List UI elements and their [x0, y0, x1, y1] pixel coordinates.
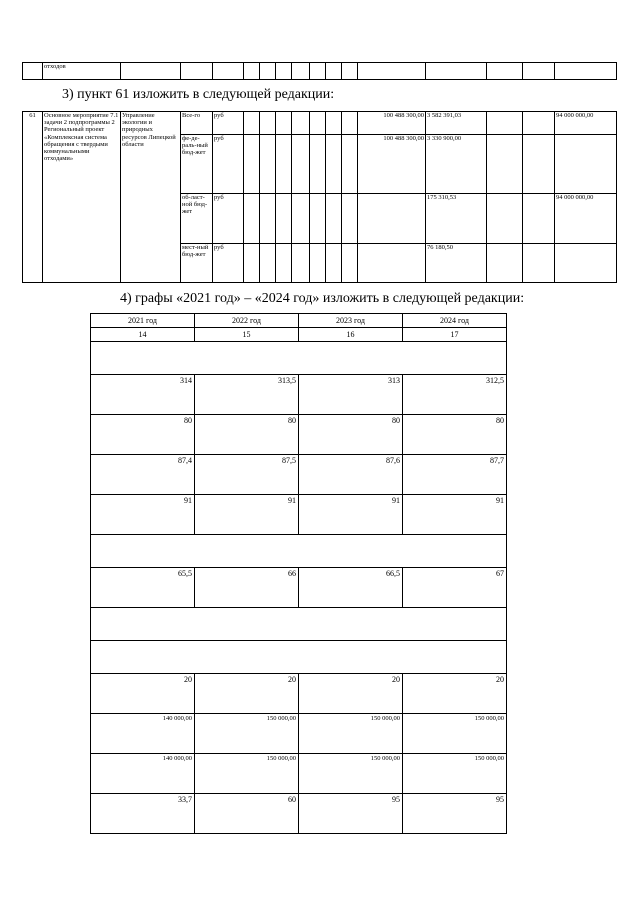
table-row [91, 754, 507, 794]
year-header: 2021 год [91, 314, 195, 328]
table-cell: 66,5 [299, 568, 403, 608]
table-cell: 91 [403, 495, 507, 535]
value-cell: 175 310,53 [426, 194, 487, 244]
table-cell: 87,5 [195, 455, 299, 495]
previous-table-fragment [22, 62, 617, 80]
table-cell: 80 [195, 415, 299, 455]
item-number: 61 [23, 112, 43, 283]
table-cell: 150 000,00 [299, 714, 403, 754]
unit: руб [213, 244, 244, 283]
section-heading-4: 4) графы «2021 год» – «2024 год» изложить в следующей редакции: [120, 291, 525, 306]
table-row [91, 415, 507, 455]
value-cell: 94 000 000,00 [555, 194, 617, 244]
table-row [91, 375, 507, 415]
unit: руб [213, 194, 244, 244]
column-number: 17 [403, 328, 507, 342]
empty-row [91, 342, 507, 375]
funding-source: фе-де-раль-ный бюд-жет [181, 135, 213, 194]
table-cell: 150 000,00 [299, 754, 403, 794]
column-number: 14 [91, 328, 195, 342]
year-header: 2023 год [299, 314, 403, 328]
table-cell: 65,5 [91, 568, 195, 608]
value-cell: 3 330 900,00 [426, 135, 487, 194]
table-cell: 91 [91, 495, 195, 535]
table-cell: 150 000,00 [403, 754, 507, 794]
table-cell: 80 [299, 415, 403, 455]
table-cell: 95 [299, 794, 403, 834]
value-cell [555, 244, 617, 283]
year-header: 2024 год [403, 314, 507, 328]
item-name: Основное мероприятие 7.1 задачи 2 подпрограммы 2 Региональный проект «Комплексная система обращения с твердыми коммунальными отходами» [43, 112, 121, 283]
table-cell: 80 [91, 415, 195, 455]
table-cell: 87,4 [91, 455, 195, 495]
table-row [91, 794, 507, 834]
year-header-row [91, 314, 507, 328]
table-row [91, 495, 507, 535]
table-cell: 87,6 [299, 455, 403, 495]
table-cell: 20 [299, 674, 403, 714]
table-cell: 313 [299, 375, 403, 415]
value-cell [555, 135, 617, 194]
value-cell: 3 582 391,03 [426, 112, 487, 135]
column-number: 16 [299, 328, 403, 342]
unit: руб [213, 135, 244, 194]
section-heading-3: 3) пункт 61 изложить в следующей редакции: [62, 87, 335, 102]
table-cell: 20 [195, 674, 299, 714]
table-cell: 140 000,00 [91, 754, 195, 794]
funding-source: мест-ный бюд-жет [181, 244, 213, 283]
table-cell: 313,5 [195, 375, 299, 415]
table-cell: 66 [195, 568, 299, 608]
table-cell: 60 [195, 794, 299, 834]
table-row [91, 674, 507, 714]
table-cell: 140 000,00 [91, 714, 195, 754]
table-cell: 91 [195, 495, 299, 535]
table-cell: 33,7 [91, 794, 195, 834]
funding-source: об-ласт-ной бюд-жет [181, 194, 213, 244]
value-cell [358, 194, 426, 244]
item-executor: Управление экологии и природных ресурсов Липецкой области [121, 112, 181, 283]
year-header: 2022 год [195, 314, 299, 328]
item-61-table [22, 111, 617, 283]
table-cell: 312,5 [403, 375, 507, 415]
table-cell: 80 [403, 415, 507, 455]
table-row [91, 714, 507, 754]
table-cell: 91 [299, 495, 403, 535]
table-cell: 95 [403, 794, 507, 834]
column-number: 15 [195, 328, 299, 342]
table-cell: 87,7 [403, 455, 507, 495]
table-cell: отходов [43, 63, 121, 80]
table-row [91, 455, 507, 495]
value-cell [358, 244, 426, 283]
empty-row [91, 535, 507, 568]
column-number-row [91, 328, 507, 342]
empty-row [91, 608, 507, 641]
table-row [91, 568, 507, 608]
years-table [90, 313, 507, 834]
table-cell: 67 [403, 568, 507, 608]
value-cell: 94 000 000,00 [555, 112, 617, 135]
unit: руб [213, 112, 244, 135]
empty-row [91, 641, 507, 674]
table-row [23, 112, 617, 135]
table-row [23, 63, 617, 80]
table-cell: 314 [91, 375, 195, 415]
value-cell: 76 180,50 [426, 244, 487, 283]
table-cell: 150 000,00 [403, 714, 507, 754]
value-cell: 100 488 300,00 [358, 135, 426, 194]
table-cell: 150 000,00 [195, 754, 299, 794]
value-cell: 100 488 300,00 [358, 112, 426, 135]
table-cell: 20 [91, 674, 195, 714]
funding-source: Все-го [181, 112, 213, 135]
table-cell: 20 [403, 674, 507, 714]
table-cell: 150 000,00 [195, 714, 299, 754]
